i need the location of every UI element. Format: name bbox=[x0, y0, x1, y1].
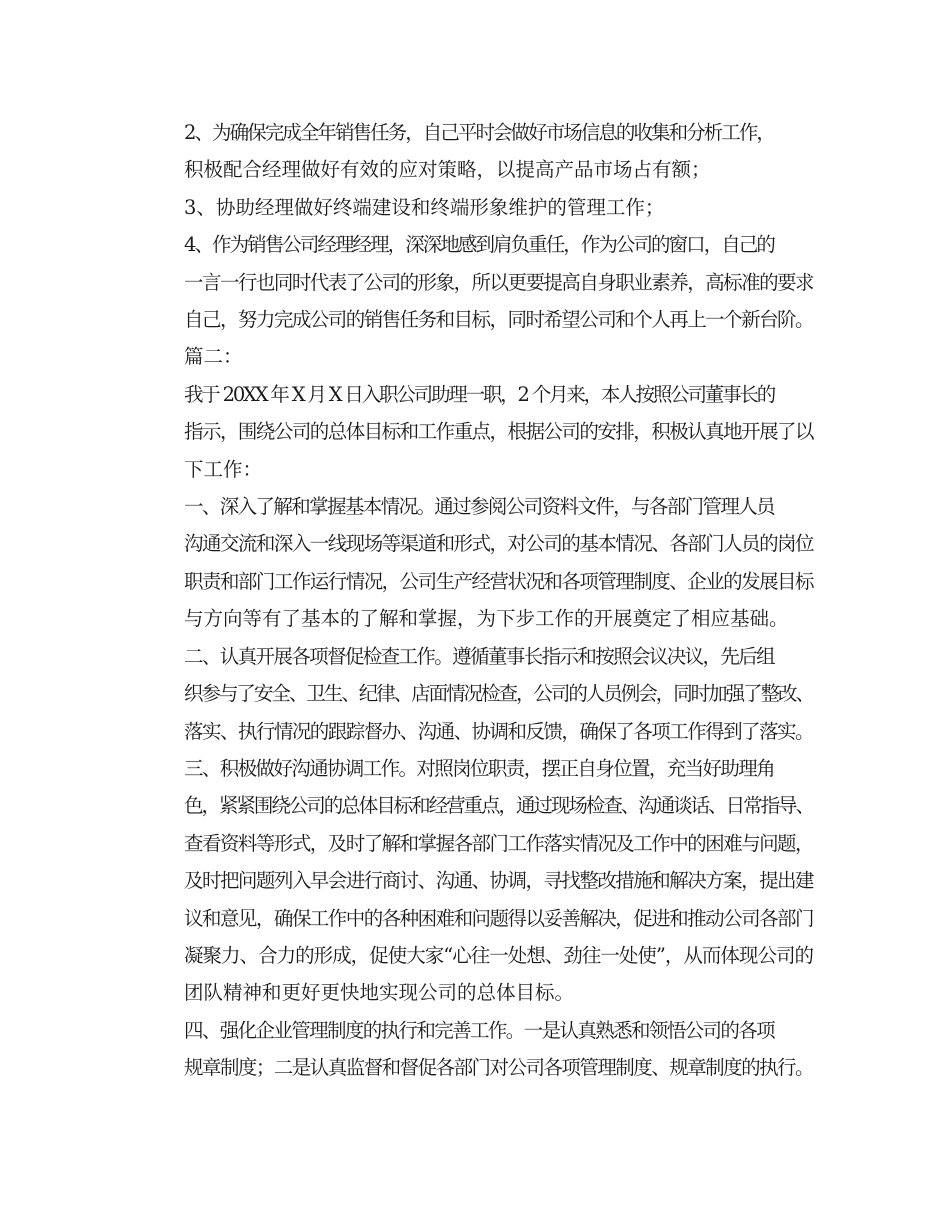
text-line: 2、为确保完成全年销售任务，自己平时会做好市场信息的收集和分析工作， bbox=[184, 121, 774, 144]
text-line: 职责和部门工作运行情况，公司生产经营状况和各项管理制度、企业的发展目标 bbox=[184, 569, 813, 593]
text-line: 指示，围绕公司的总体目标和工作重点，根据公司的安排，积极认真地开展了以 bbox=[184, 420, 813, 444]
text-line: 与方向等有了基本的了解和掌握，为下步工作的开展奠定了相应基础。 bbox=[184, 607, 789, 631]
text-line: 积极配合经理做好有效的应对策略，以提高产品市场占有额； bbox=[184, 158, 711, 182]
paragraph bbox=[145, 488, 813, 638]
text-line: 自己，努力完成公司的销售任务和目标，同时希望公司和个人再上一个新台阶。 bbox=[184, 308, 813, 332]
paragraph bbox=[145, 114, 813, 189]
text-line: 团队精神和更好更快地实现公司的总体目标。 bbox=[184, 981, 575, 1005]
text-line: 议和意见，确保工作中的各种困难和问题得以妥善解决，促进和推动公司各部门 bbox=[184, 906, 813, 930]
text-line: 三、积极做好沟通协调工作。对照岗位职责，摆正自身位置，充当好助理角 bbox=[184, 756, 774, 780]
document-body bbox=[145, 114, 813, 1087]
text-line: 及时把问题列入早会进行商讨、沟通、协调，寻找整改措施和解决方案，提出建 bbox=[184, 869, 813, 893]
paragraph bbox=[145, 226, 813, 338]
text-line: 二、认真开展各项督促检查工作。遵循董事长指示和按照会议决议，先后组 bbox=[184, 644, 774, 668]
paragraph bbox=[145, 638, 813, 750]
text-line: 4、作为销售公司经理经理，深深地感到肩负重任，作为公司的窗口，自己的 bbox=[184, 233, 774, 257]
text-line: 一、深入了解和掌握基本情况。通过参阅公司资料文件，与各部门管理人员 bbox=[184, 495, 774, 519]
text-line: 四、强化企业管理制度的执行和完善工作。一是认真熟悉和领悟公司的各项 bbox=[184, 1018, 774, 1042]
paragraph bbox=[145, 1012, 813, 1087]
paragraph bbox=[145, 189, 813, 226]
text-line: 色，紧紧围绕公司的总体目标和经营重点，通过现场检查、沟通谈话、日常指导、 bbox=[184, 794, 813, 818]
text-line: 凝聚力、合力的形成，促使大家“心往一处想、劲往一处使”，从而体现公司的 bbox=[184, 943, 813, 967]
paragraph bbox=[145, 338, 813, 375]
text-line: 下工作： bbox=[184, 457, 263, 481]
text-line: 篇二： bbox=[184, 345, 243, 369]
text-line: 规章制度；二是认真监督和督促各部门对公司各项管理制度、规章制度的执行。 bbox=[184, 1056, 813, 1080]
text-line: 沟通交流和深入一线现场等渠道和形式，对公司的基本情况、各部门人员的岗位 bbox=[184, 532, 813, 556]
paragraph bbox=[145, 376, 813, 488]
text-line: 查看资料等形式，及时了解和掌握各部门工作落实情况及工作中的困难与问题， bbox=[184, 831, 813, 855]
text-line: 3、协助经理做好终端建设和终端形象维护的管理工作； bbox=[184, 195, 665, 219]
text-line: 一言一行也同时代表了公司的形象，所以更要提高自身职业素养，高标准的要求 bbox=[184, 270, 813, 294]
text-line: 织参与了安全、卫生、纪律、店面情况检查，公司的人员例会，同时加强了整改、 bbox=[184, 682, 813, 706]
text-line: 我于 20XX 年 X 月 X 日入职公司助理一职，2 个月来，本人按照公司董事长的 bbox=[184, 382, 774, 406]
text-line: 落实、执行情况的跟踪督办、沟通、协调和反馈，确保了各项工作得到了落实。 bbox=[184, 719, 813, 743]
paragraph bbox=[145, 750, 813, 1012]
